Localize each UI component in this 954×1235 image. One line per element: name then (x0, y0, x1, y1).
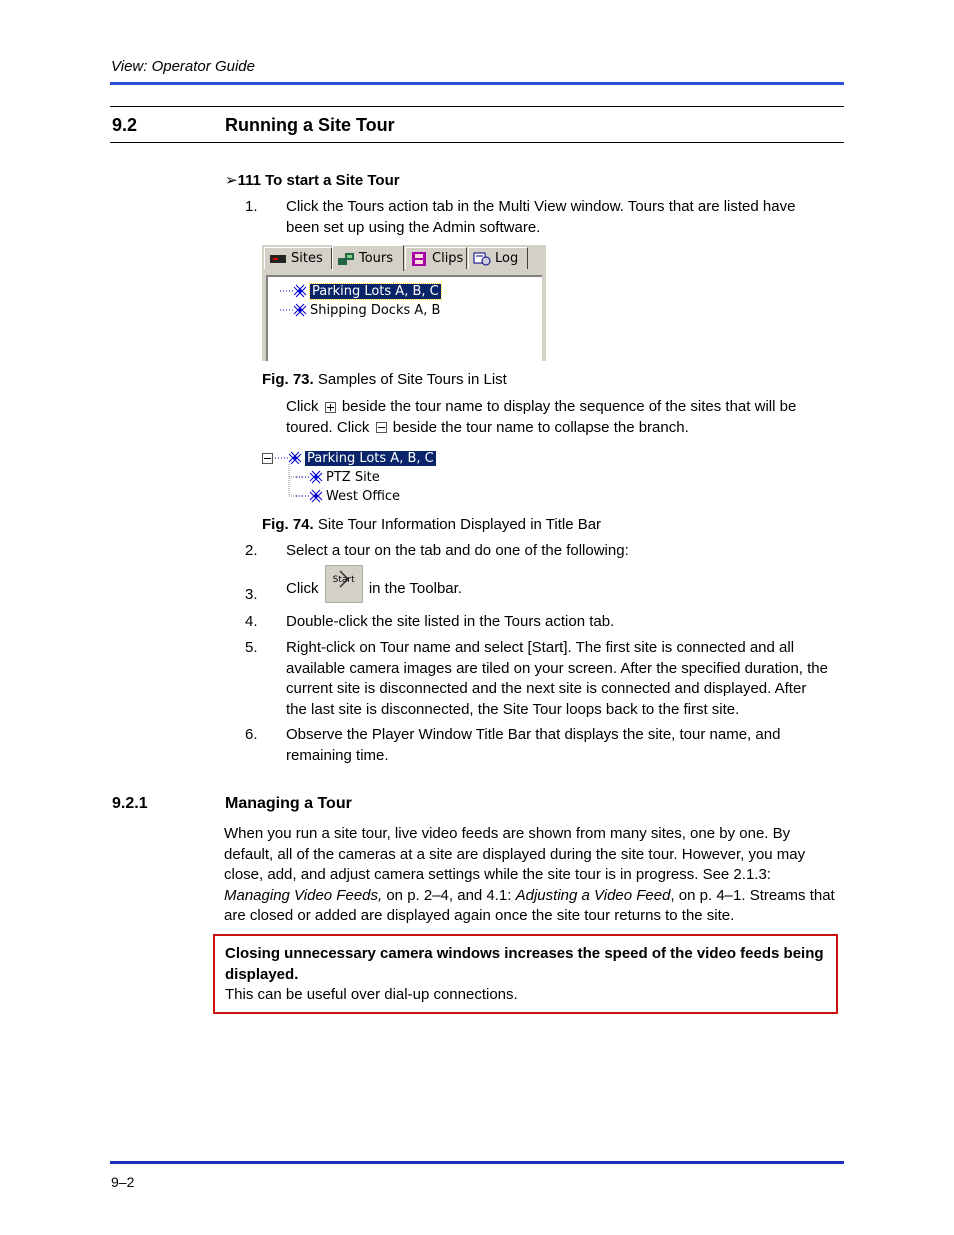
step-text (286, 565, 831, 609)
tab-strip (262, 245, 546, 271)
arrow-icon: ➢ (225, 172, 238, 189)
step-text: Select a tour on the tab and do one of the following: (286, 542, 629, 559)
note-box (213, 934, 838, 1014)
header-rule (110, 82, 844, 85)
text-run: Click (286, 398, 319, 415)
step-text: Double-click the site listed in the Tours action tab. (286, 613, 615, 630)
plus-box-icon (325, 402, 336, 413)
tree-child-row[interactable] (296, 468, 380, 486)
tree-child-row[interactable] (296, 487, 400, 505)
list-item[interactable] (280, 282, 441, 300)
caption-label: Fig. 74. (262, 516, 314, 533)
collapse-icon[interactable] (262, 453, 273, 464)
tours-tab-window (262, 245, 546, 361)
note-heading: Closing unnecessary camera windows increases the speed of the video feeds being displayed. (225, 945, 824, 983)
subsection-title: Managing a Tour (225, 795, 352, 812)
note-text: This can be useful over dial-up connections. (225, 986, 518, 1003)
tab-log[interactable] (468, 247, 528, 269)
reference-link: Adjusting a Video Feed (515, 886, 671, 904)
tour-tab-icon (337, 252, 355, 266)
section-number: 9.2 (112, 115, 138, 135)
text-run: When you run a site tour, live video feeds are shown from many sites, one by one. By default, all of the cameras at a site are displayed during the site tour. However, you may close, add, and adjust camera settings while the site tour is in progress. See 2.1.3: (224, 825, 806, 883)
procedure-heading (225, 171, 400, 189)
tab-label: Clips (432, 251, 464, 266)
expand-instructions (286, 397, 831, 438)
step-text: Right-click on Tour name and select [Start]. The first site is connected and all available camera images are tiled on your screen. After the specified duration, the current site is disconnected and the next site is connected and displayed. After the last site is disconnected, the Site Tour loops back to the first site. (286, 639, 828, 718)
site-name: West Office (326, 488, 401, 504)
minus-box-icon (376, 422, 387, 433)
tour-list[interactable] (266, 275, 542, 361)
running-header: View: Operator Guide (111, 58, 255, 75)
figure-caption (262, 371, 507, 388)
text-run: in the Toolbar. (368, 580, 462, 597)
step-number: 5. (245, 639, 258, 656)
tour-icon (280, 303, 310, 317)
text-run: beside the tour name to collapse the branch. (392, 418, 689, 436)
caption-text: Site Tour Information Displayed in Title Bar (317, 516, 602, 533)
reference-link: Managing Video Feeds, (224, 886, 383, 904)
site-icon (296, 470, 326, 484)
log-icon (473, 252, 491, 266)
tab-sites[interactable] (264, 247, 332, 269)
site-tour-tree (262, 448, 462, 508)
step-number: 2. (245, 542, 258, 559)
site-icon (296, 489, 326, 503)
text-run: , on p. 4–1. Streams that are closed or added are displayed again once the site tour returns to the site. (224, 886, 835, 924)
step-number: 1. (245, 198, 258, 215)
section-title: Running a Site Tour (225, 115, 395, 135)
page-number: 9–2 (111, 1174, 135, 1190)
text-run: Click (286, 580, 319, 597)
text-run: on p. 2–4, and 4.1: (382, 886, 516, 904)
dvr-icon (269, 252, 287, 266)
tour-name: Shipping Docks A, B (310, 302, 441, 318)
tab-clips[interactable] (405, 247, 467, 269)
tab-label: Log (495, 251, 519, 266)
caption-text: Samples of Site Tours in List (317, 371, 507, 388)
tour-icon (275, 451, 305, 465)
subsection-number: 9.2.1 (112, 795, 148, 812)
site-name: PTZ Site (326, 469, 380, 485)
body-paragraph (224, 824, 836, 927)
section-rule-top (110, 106, 844, 107)
tab-label: Sites (291, 251, 323, 266)
step-text: Click the Tours action tab in the Multi View window. Tours that are listed have been set up using the Admin software. (286, 198, 796, 236)
start-button[interactable] (325, 565, 363, 603)
tour-name: Parking Lots A, B, C (312, 283, 439, 299)
step-number: 6. (245, 726, 258, 743)
tab-label: Tours (359, 251, 394, 266)
tree-root-row[interactable] (262, 449, 436, 467)
text-run: beside the tour name to display the sequence of the sites that will be toured. Click (286, 398, 797, 436)
step-number: 3. (245, 586, 258, 603)
tour-icon (280, 284, 310, 298)
section-rule-bottom (110, 142, 844, 143)
footer-rule (110, 1161, 844, 1164)
film-icon (410, 252, 428, 266)
figure-caption (262, 516, 601, 533)
tour-name: Parking Lots A, B, C (307, 450, 434, 466)
start-button-label: Start (332, 575, 355, 585)
tab-tours[interactable] (332, 245, 404, 271)
step-number: 4. (245, 613, 258, 630)
step-text: Observe the Player Window Title Bar that displays the site, tour name, and remaining time. (286, 726, 781, 764)
list-item[interactable] (280, 301, 440, 319)
caption-label: Fig. 73. (262, 371, 314, 388)
procedure-label: 111 To start a Site Tour (237, 172, 400, 189)
